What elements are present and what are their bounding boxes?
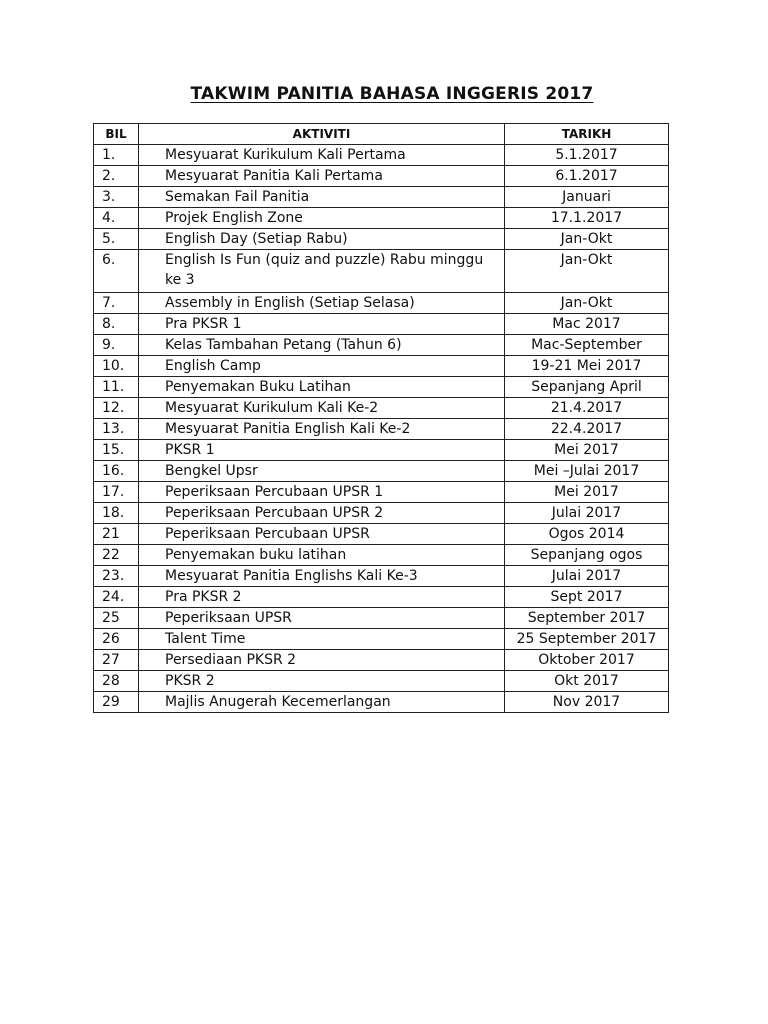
cell-bil: 4. (94, 208, 139, 229)
schedule-table (93, 123, 669, 713)
cell-tarikh: Jan-Okt (505, 250, 669, 293)
cell-aktiviti: Penyemakan Buku Latihan (139, 377, 505, 398)
cell-tarikh: Sepanjang ogos (505, 545, 669, 566)
table-row (94, 335, 669, 356)
cell-tarikh: 22.4.2017 (505, 419, 669, 440)
cell-tarikh: Oktober 2017 (505, 650, 669, 671)
table-row (94, 566, 669, 587)
cell-bil: 8. (94, 314, 139, 335)
cell-tarikh: Nov 2017 (505, 692, 669, 713)
table-row (94, 524, 669, 545)
cell-bil: 23. (94, 566, 139, 587)
cell-bil: 15. (94, 440, 139, 461)
cell-bil: 17. (94, 482, 139, 503)
cell-tarikh: Mei 2017 (505, 440, 669, 461)
table-row (94, 692, 669, 713)
cell-bil: 24. (94, 587, 139, 608)
cell-tarikh: September 2017 (505, 608, 669, 629)
cell-bil: 5. (94, 229, 139, 250)
table-row (94, 166, 669, 187)
cell-aktiviti: Mesyuarat Panitia Kali Pertama (139, 166, 505, 187)
cell-bil: 27 (94, 650, 139, 671)
cell-tarikh: Okt 2017 (505, 671, 669, 692)
cell-tarikh: Julai 2017 (505, 566, 669, 587)
table-row (94, 671, 669, 692)
cell-bil: 2. (94, 166, 139, 187)
cell-aktiviti: Peperiksaan UPSR (139, 608, 505, 629)
cell-tarikh: Mei –Julai 2017 (505, 461, 669, 482)
cell-aktiviti: Semakan Fail Panitia (139, 187, 505, 208)
table-row (94, 208, 669, 229)
table-row (94, 377, 669, 398)
cell-bil: 3. (94, 187, 139, 208)
cell-tarikh: 5.1.2017 (505, 145, 669, 166)
table-row (94, 461, 669, 482)
cell-tarikh: 17.1.2017 (505, 208, 669, 229)
table-row (94, 293, 669, 314)
cell-aktiviti: English Camp (139, 356, 505, 377)
cell-bil: 1. (94, 145, 139, 166)
table-row (94, 356, 669, 377)
cell-aktiviti: Kelas Tambahan Petang (Tahun 6) (139, 335, 505, 356)
cell-aktiviti: Peperiksaan Percubaan UPSR 1 (139, 482, 505, 503)
cell-aktiviti: English Is Fun (quiz and puzzle) Rabu minggu ke 3 (139, 250, 505, 293)
cell-bil: 18. (94, 503, 139, 524)
cell-tarikh: Januari (505, 187, 669, 208)
table-row (94, 587, 669, 608)
cell-bil: 29 (94, 692, 139, 713)
table-row (94, 187, 669, 208)
cell-aktiviti: PKSR 2 (139, 671, 505, 692)
table-row (94, 503, 669, 524)
table-row (94, 545, 669, 566)
cell-bil: 12. (94, 398, 139, 419)
cell-aktiviti: Mesyuarat Kurikulum Kali Pertama (139, 145, 505, 166)
table-body (94, 145, 669, 713)
cell-bil: 25 (94, 608, 139, 629)
table-row (94, 650, 669, 671)
cell-tarikh: Jan-Okt (505, 293, 669, 314)
cell-aktiviti: Peperiksaan Percubaan UPSR (139, 524, 505, 545)
cell-tarikh: 25 September 2017 (505, 629, 669, 650)
cell-tarikh: 19-21 Mei 2017 (505, 356, 669, 377)
cell-aktiviti: Mesyuarat Kurikulum Kali Ke-2 (139, 398, 505, 419)
cell-aktiviti: Assembly in English (Setiap Selasa) (139, 293, 505, 314)
cell-tarikh: 6.1.2017 (505, 166, 669, 187)
cell-aktiviti: Mesyuarat Panitia English Kali Ke-2 (139, 419, 505, 440)
header-tarikh: TARIKH (505, 124, 669, 145)
table-row (94, 440, 669, 461)
cell-tarikh: Jan-Okt (505, 229, 669, 250)
cell-tarikh: Sepanjang April (505, 377, 669, 398)
cell-tarikh: Mac-September (505, 335, 669, 356)
cell-aktiviti: Majlis Anugerah Kecemerlangan (139, 692, 505, 713)
cell-tarikh: Ogos 2014 (505, 524, 669, 545)
table-row (94, 250, 669, 293)
table-row (94, 314, 669, 335)
table-row (94, 419, 669, 440)
cell-tarikh: Mac 2017 (505, 314, 669, 335)
cell-bil: 11. (94, 377, 139, 398)
table-row (94, 629, 669, 650)
table-header-row (94, 124, 669, 145)
cell-bil: 10. (94, 356, 139, 377)
cell-aktiviti: Persediaan PKSR 2 (139, 650, 505, 671)
table-row (94, 398, 669, 419)
cell-aktiviti: Penyemakan buku latihan (139, 545, 505, 566)
cell-aktiviti: Projek English Zone (139, 208, 505, 229)
header-aktiviti: AKTIVITI (139, 124, 505, 145)
table-row (94, 482, 669, 503)
cell-bil: 26 (94, 629, 139, 650)
cell-bil: 9. (94, 335, 139, 356)
cell-bil: 7. (94, 293, 139, 314)
header-bil: BIL (94, 124, 139, 145)
cell-bil: 22 (94, 545, 139, 566)
cell-tarikh: 21.4.2017 (505, 398, 669, 419)
cell-tarikh: Julai 2017 (505, 503, 669, 524)
cell-bil: 16. (94, 461, 139, 482)
cell-aktiviti: Peperiksaan Percubaan UPSR 2 (139, 503, 505, 524)
table-row (94, 608, 669, 629)
cell-aktiviti: Talent Time (139, 629, 505, 650)
cell-tarikh: Mei 2017 (505, 482, 669, 503)
cell-aktiviti: PKSR 1 (139, 440, 505, 461)
cell-aktiviti: English Day (Setiap Rabu) (139, 229, 505, 250)
cell-aktiviti: Pra PKSR 2 (139, 587, 505, 608)
page-title: TAKWIM PANITIA BAHASA INGGERIS 2017 (190, 84, 594, 104)
cell-aktiviti: Bengkel Upsr (139, 461, 505, 482)
cell-tarikh: Sept 2017 (505, 587, 669, 608)
cell-bil: 13. (94, 419, 139, 440)
cell-bil: 6. (94, 250, 139, 293)
cell-bil: 21 (94, 524, 139, 545)
cell-aktiviti: Pra PKSR 1 (139, 314, 505, 335)
cell-aktiviti: Mesyuarat Panitia Englishs Kali Ke-3 (139, 566, 505, 587)
table-row (94, 229, 669, 250)
table-row (94, 145, 669, 166)
cell-bil: 28 (94, 671, 139, 692)
